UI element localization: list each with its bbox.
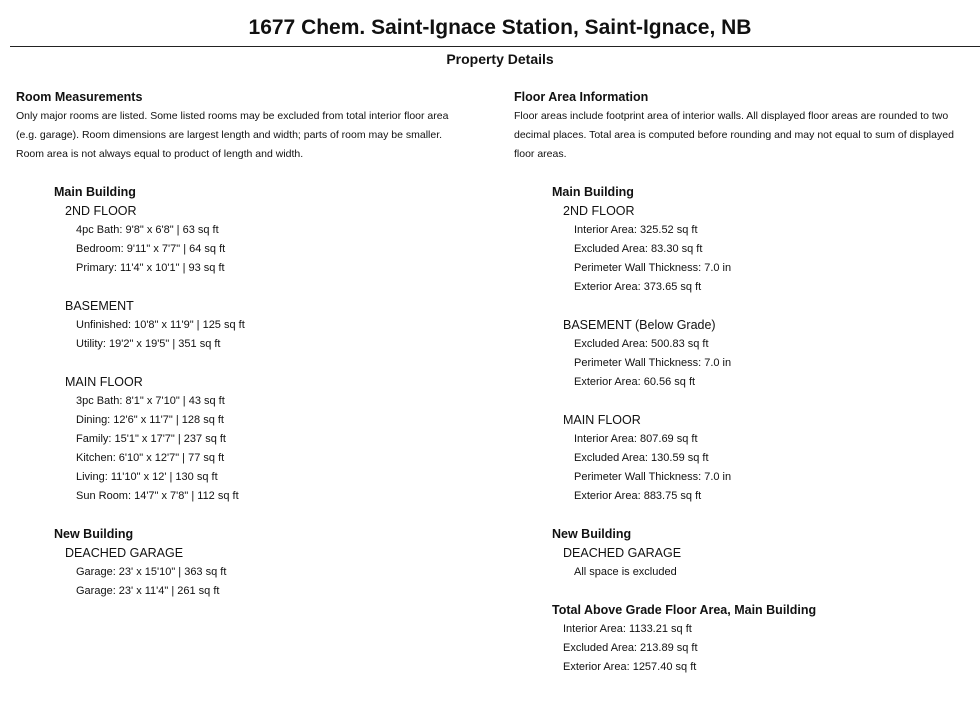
floor-title: 2ND FLOOR: [65, 204, 137, 218]
total-area-item: Interior Area: 1133.21 sq ft: [563, 623, 692, 635]
room-item: Garage: 23' x 11'4" | 261 sq ft: [76, 585, 220, 597]
total-area-item: Excluded Area: 213.89 sq ft: [563, 642, 698, 654]
new-building-areas: [514, 525, 980, 582]
room-item: Bedroom: 9'11" x 7'7" | 64 sq ft: [76, 243, 226, 255]
area-item: All space is excluded: [574, 566, 677, 578]
note-line: Room area is not always equal to product of length and width.: [16, 148, 304, 160]
main-building-areas: [514, 183, 980, 506]
building-title: New Building: [552, 527, 632, 541]
room-item: Utility: 19'2" x 19'5" | 351 sq ft: [76, 338, 221, 350]
main-building-rooms: [16, 183, 486, 506]
room-item: Dining: 12'6" x 11'7" | 128 sq ft: [76, 414, 224, 426]
room-measurements-section: [16, 88, 486, 601]
building-title: Main Building: [54, 185, 136, 199]
building-title: New Building: [54, 527, 134, 541]
room-item: Family: 15'1" x 17'7" | 237 sq ft: [76, 433, 226, 445]
area-item: Excluded Area: 130.59 sq ft: [574, 452, 709, 464]
area-item: Perimeter Wall Thickness: 7.0 in: [574, 262, 732, 274]
room-item: Primary: 11'4" x 10'1" | 93 sq ft: [76, 262, 225, 274]
room-measurements-title: Room Measurements: [16, 90, 143, 104]
area-item: Exterior Area: 883.75 sq ft: [574, 490, 702, 502]
floor-area-section: [514, 88, 980, 677]
room-item: Kitchen: 6'10" x 12'7" | 77 sq ft: [76, 452, 225, 464]
floor-title: DEACHED GARAGE: [563, 546, 682, 560]
building-title: Main Building: [552, 185, 634, 199]
total-area-block: [514, 601, 980, 677]
floor-title: 2ND FLOOR: [563, 204, 635, 218]
page-title: 1677 Chem. Saint-Ignace Station, Saint-Ignace, NB: [248, 16, 752, 39]
room-item: Garage: 23' x 15'10" | 363 sq ft: [76, 566, 227, 578]
area-item: Exterior Area: 373.65 sq ft: [574, 281, 702, 293]
area-item: Perimeter Wall Thickness: 7.0 in: [574, 471, 732, 483]
area-item: Exterior Area: 60.56 sq ft: [574, 376, 696, 388]
area-item: Excluded Area: 83.30 sq ft: [574, 243, 703, 255]
room-item: Unfinished: 10'8" x 11'9" | 125 sq ft: [76, 319, 245, 331]
room-measurements-note: [16, 107, 486, 164]
room-item: 3pc Bath: 8'1" x 7'10" | 43 sq ft: [76, 395, 225, 407]
total-area-title: Total Above Grade Floor Area, Main Building: [552, 603, 817, 617]
note-line: (e.g. garage). Room dimensions are largest length and width; parts of room may be smaller.: [16, 129, 443, 141]
note-line: Only major rooms are listed. Some listed rooms may be excluded from total interior floor area: [16, 110, 449, 122]
title-divider: [10, 46, 980, 47]
area-item: Excluded Area: 500.83 sq ft: [574, 338, 709, 350]
floor-area-note: [514, 107, 980, 164]
area-item: Interior Area: 325.52 sq ft: [574, 224, 698, 236]
floor-area-title: Floor Area Information: [514, 90, 649, 104]
total-area-item: Exterior Area: 1257.40 sq ft: [563, 661, 697, 673]
area-item: Interior Area: 807.69 sq ft: [574, 433, 698, 445]
floor-title: MAIN FLOOR: [563, 413, 641, 427]
floor-title: BASEMENT (Below Grade): [563, 318, 716, 332]
area-item: Perimeter Wall Thickness: 7.0 in: [574, 357, 732, 369]
floor-title: MAIN FLOOR: [65, 375, 143, 389]
floor-title: DEACHED GARAGE: [65, 546, 184, 560]
note-line: decimal places. Total area is computed before rounding and may not equal to sum of displayed: [514, 129, 954, 141]
room-item: Living: 11'10" x 12' | 130 sq ft: [76, 471, 218, 483]
floor-title: BASEMENT: [65, 299, 134, 313]
room-item: 4pc Bath: 9'8" x 6'8" | 63 sq ft: [76, 224, 219, 236]
new-building-rooms: [16, 525, 486, 601]
note-line: floor areas.: [514, 148, 567, 160]
room-item: Sun Room: 14'7" x 7'8" | 112 sq ft: [76, 490, 239, 502]
note-line: Floor areas include footprint area of interior walls. All displayed floor areas are rounded to two: [514, 110, 949, 122]
page-subtitle: Property Details: [446, 51, 554, 67]
